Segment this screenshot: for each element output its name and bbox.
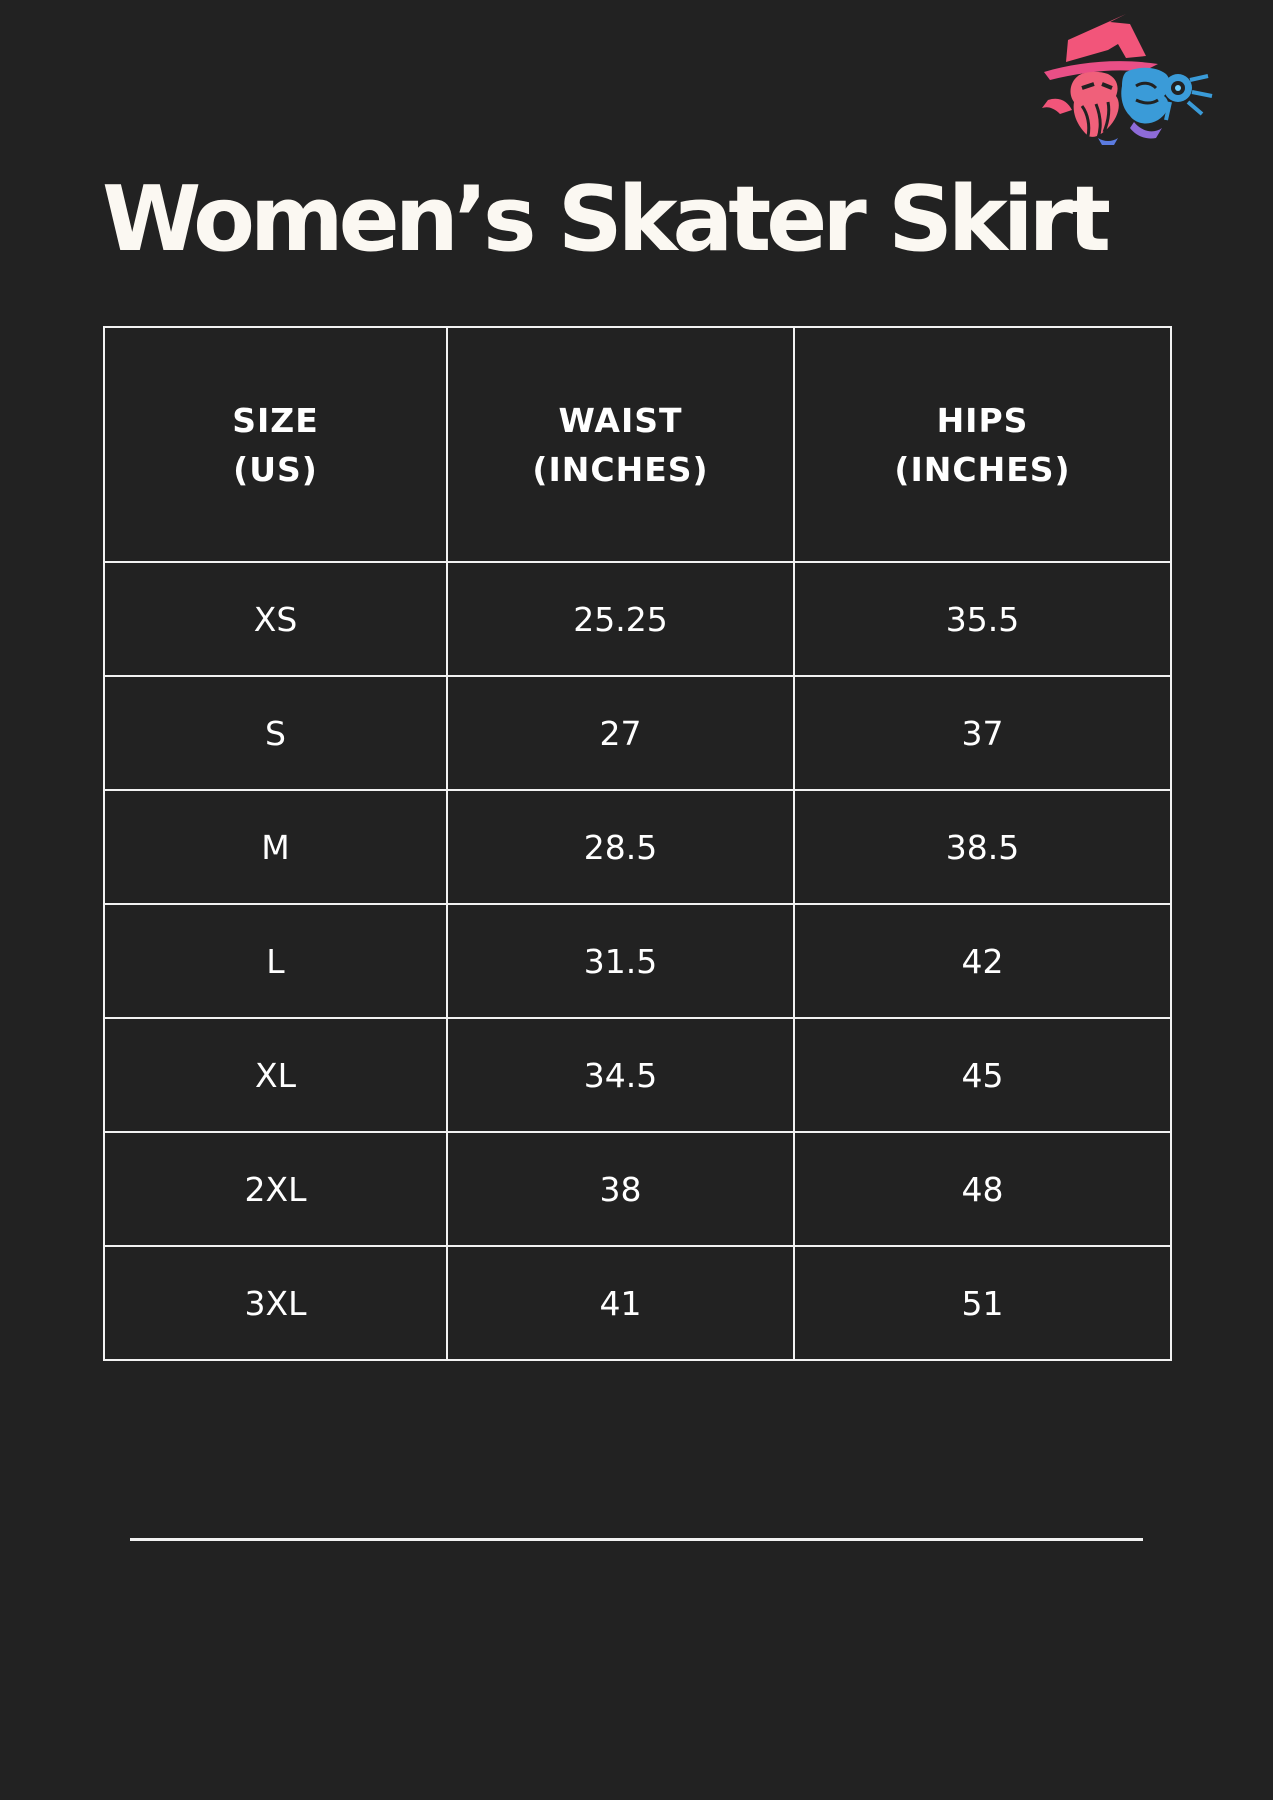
waist-cell: 34.5	[447, 1018, 794, 1132]
waist-cell: 27	[447, 676, 794, 790]
wizard-logo-graphic	[1038, 10, 1218, 145]
table-row	[104, 676, 1171, 790]
header-waist	[447, 327, 794, 562]
hips-cell: 51	[794, 1246, 1171, 1360]
size-cell: 3XL	[104, 1246, 447, 1360]
size-cell: XL	[104, 1018, 447, 1132]
size-cell: XS	[104, 562, 447, 676]
table-header-row	[104, 327, 1171, 562]
size-cell: 2XL	[104, 1132, 447, 1246]
waist-cell: 41	[447, 1246, 794, 1360]
hips-cell: 37	[794, 676, 1171, 790]
table-row	[104, 562, 1171, 676]
size-chart-table	[103, 326, 1172, 1361]
header-hips	[794, 327, 1171, 562]
waist-cell: 38	[447, 1132, 794, 1246]
divider-line	[130, 1538, 1143, 1541]
hips-cell: 48	[794, 1132, 1171, 1246]
size-cell: S	[104, 676, 447, 790]
table-row	[104, 1132, 1171, 1246]
size-cell: L	[104, 904, 447, 1018]
wizard-logo-icon	[1038, 10, 1218, 145]
header-waist-unit: (INCHES)	[532, 449, 709, 489]
table-row	[104, 1018, 1171, 1132]
page-title: Women’s Skater Skirt	[102, 167, 1106, 272]
table-row	[104, 790, 1171, 904]
hips-cell: 45	[794, 1018, 1171, 1132]
waist-cell: 28.5	[447, 790, 794, 904]
header-size-label: SIZE	[232, 400, 319, 440]
hips-cell: 38.5	[794, 790, 1171, 904]
header-size-unit: (US)	[233, 449, 318, 489]
header-size	[104, 327, 447, 562]
waist-cell: 31.5	[447, 904, 794, 1018]
table-row	[104, 1246, 1171, 1360]
table-row	[104, 904, 1171, 1018]
header-hips-label: HIPS	[936, 400, 1029, 440]
size-cell: M	[104, 790, 447, 904]
header-hips-unit: (INCHES)	[894, 449, 1071, 489]
header-waist-label: WAIST	[558, 400, 683, 440]
hips-cell: 42	[794, 904, 1171, 1018]
hips-cell: 35.5	[794, 562, 1171, 676]
waist-cell: 25.25	[447, 562, 794, 676]
